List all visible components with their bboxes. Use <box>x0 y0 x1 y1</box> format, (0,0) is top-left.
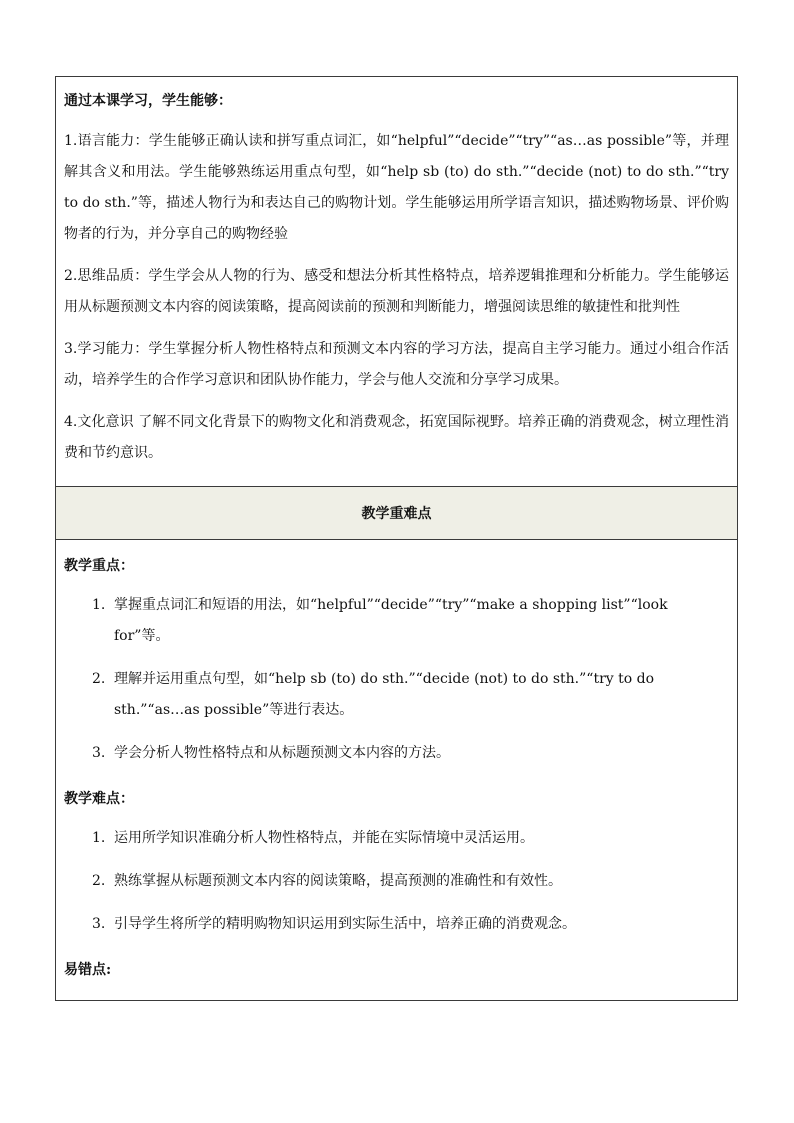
list-item-text: 引导学生将所学的精明购物知识运用到实际生活中，培养正确的消费观念。 <box>114 916 576 932</box>
list-item-text: 掌握重点词汇和短语的用法，如“helpful”“decide”“try”“make a shopping list”“look for”等。 <box>114 597 668 644</box>
list-item <box>64 909 729 940</box>
list-item-number: 1. <box>92 597 106 613</box>
key-points-header <box>56 487 737 540</box>
list-item-number: 2. <box>92 671 106 687</box>
list-item-text: 学会分析人物性格特点和从标题预测文本内容的方法。 <box>114 745 450 761</box>
list-item-number: 1. <box>92 830 106 846</box>
objective-learning: 3.学习能力：学生掌握分析人物性格特点和预测文本内容的学习方法，提高自主学习能力。通过小组合作活动，培养学生的合作学习意识和团队协作能力，学会与他人交流和分享学习成果。 <box>64 341 729 388</box>
list-item-text: 熟练掌握从标题预测文本内容的阅读策略，提高预测的准确性和有效性。 <box>114 873 562 889</box>
error-points-title: 易错点: <box>64 962 112 978</box>
key-points-title: 教学重点： <box>64 558 134 574</box>
list-item <box>64 590 729 652</box>
list-item <box>64 738 729 769</box>
lesson-plan-table <box>55 76 738 1001</box>
objective-culture: 4.文化意识 了解不同文化背景下的购物文化和消费观念，拓宽国际视野。培养正确的消费观念，树立理性消费和节约意识。 <box>64 414 729 461</box>
key-points-header-label: 教学重难点 <box>361 506 432 522</box>
list-item-text: 运用所学知识准确分析人物性格特点，并能在实际情境中灵活运用。 <box>114 830 534 846</box>
list-item-number: 2. <box>92 873 106 889</box>
list-item-text: 理解并运用重点句型，如“help sb (to) do sth.”“decide (not) to do sth.”“try to do sth.”“as…as possible”等进行表达。 <box>114 671 655 718</box>
objective-language: 1.语言能力：学生能够正确认读和拼写重点词汇，如“helpful”“decide”“try”“as…as possible”等，并理解其含义和用法。学生能够熟练运用重点句型，如“help sb (to) do sth.”“decide (not) to do sth.”“try to do sth.”等，描述人物行为和表达自己的购物计划。学生能够运用所学语言知识，描述购物场景、评价购物者的行为，并分享自己的购物经验 <box>64 133 729 242</box>
objectives-intro: 通过本课学习，学生能够： <box>64 93 232 109</box>
list-item-number: 3. <box>92 916 106 932</box>
difficult-points-title: 教学难点： <box>64 791 134 807</box>
list-item <box>64 866 729 897</box>
difficult-points-list <box>64 823 729 940</box>
list-item <box>64 664 729 726</box>
key-points-cell <box>56 540 737 1000</box>
list-item-number: 3. <box>92 745 106 761</box>
key-points-list <box>64 590 729 769</box>
objective-thinking: 2.思维品质：学生学会从人物的行为、感受和想法分析其性格特点，培养逻辑推理和分析能力。学生能够运用从标题预测文本内容的阅读策略，提高阅读前的预测和判断能力，增强阅读思维的敏捷性和批判性 <box>64 268 729 315</box>
objectives-cell <box>56 77 737 487</box>
list-item <box>64 823 729 854</box>
